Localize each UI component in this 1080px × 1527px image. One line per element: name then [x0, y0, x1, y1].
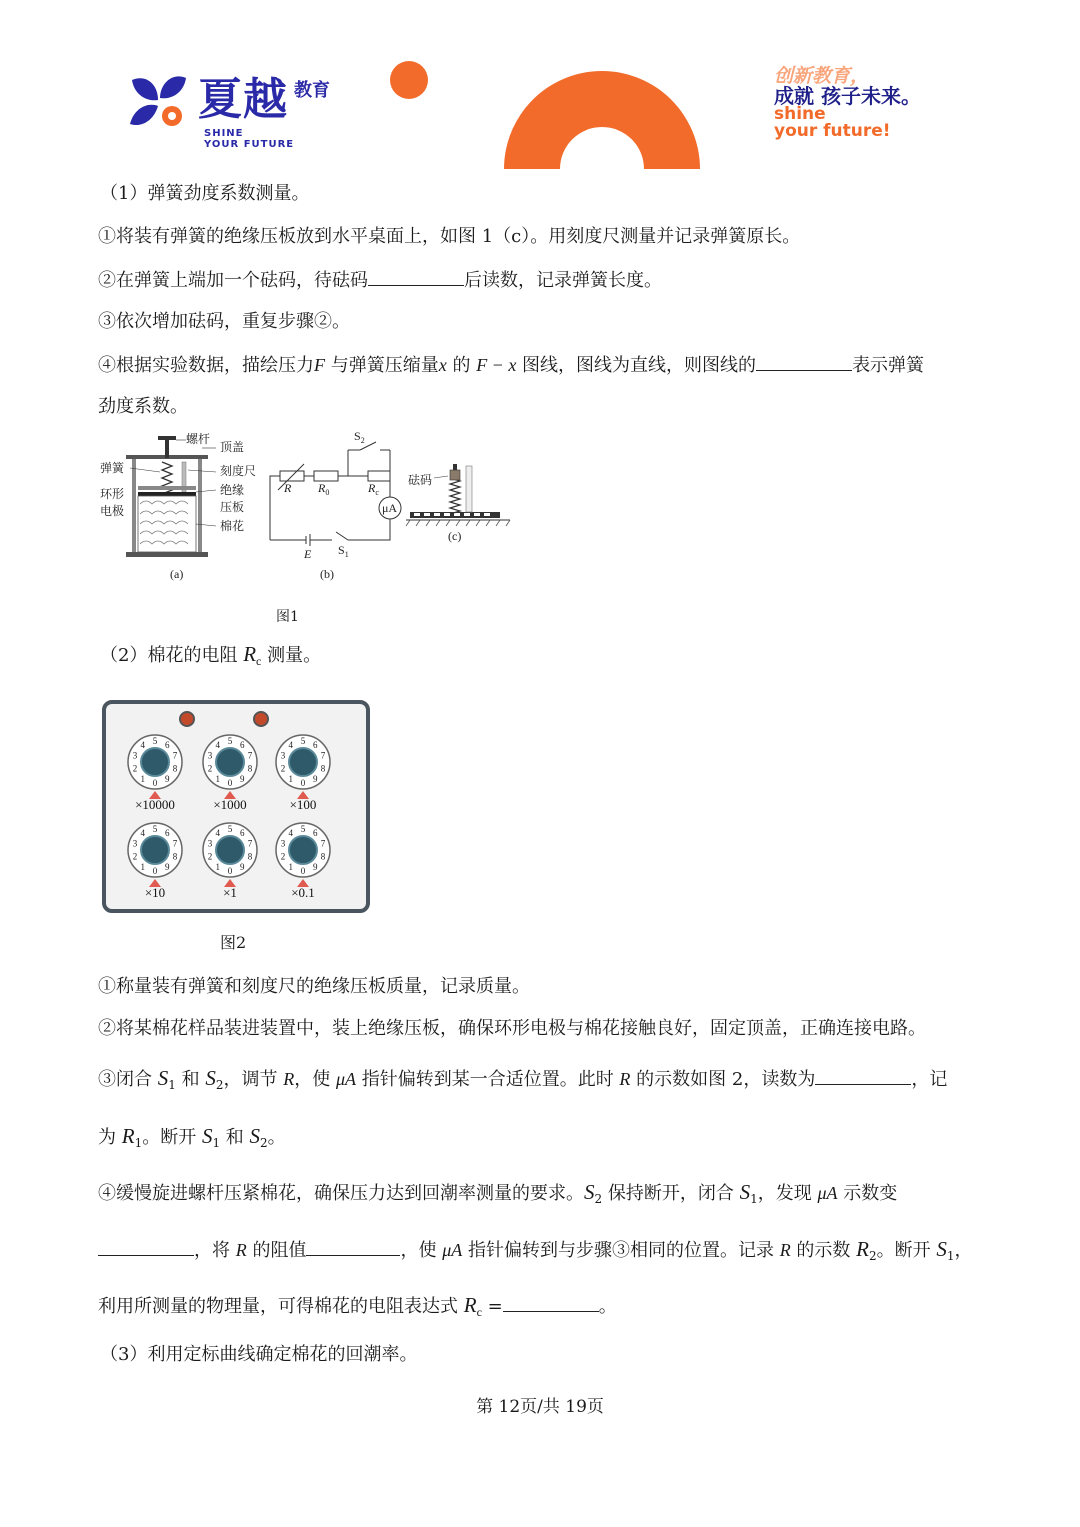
- dial-digit: 3: [207, 750, 213, 761]
- brand-en: SHINE YOUR FUTURE: [204, 128, 295, 150]
- terminal-knob-icon: [252, 710, 270, 728]
- dial-digit: 3: [132, 750, 138, 761]
- dial-digit: 0: [300, 778, 306, 788]
- dial-multiplier-label: ×100: [289, 797, 317, 812]
- svg-text:棉花: 棉花: [220, 519, 245, 533]
- dial-digit: 1: [288, 774, 293, 784]
- section1-step4-cont: 劲度系数。: [98, 396, 188, 417]
- dial-digit: 9: [165, 774, 170, 784]
- svg-text:绝缘: 绝缘: [220, 483, 245, 497]
- section3-title: （3）利用定标曲线确定棉花的回潮率。: [100, 1344, 418, 1365]
- answer-blank[interactable]: [98, 1237, 194, 1256]
- section2-step1: ①称量装有弹簧和刻度尺的绝缘压板质量，记录质量。: [98, 976, 530, 997]
- brand-name: 夏越: [198, 74, 288, 125]
- dial-multiplier-label: ×0.1: [291, 885, 315, 900]
- dial-knob: [289, 748, 317, 776]
- dial-digit: 2: [280, 763, 286, 774]
- section1-step2: ②在弹簧上端加一个砝码，待砝码 后读数，记录弹簧长度。: [98, 267, 662, 293]
- dial-face-icon: [200, 732, 260, 792]
- figure1a-apparatus: [100, 431, 256, 581]
- svg-text:环形: 环形: [100, 487, 125, 501]
- dial-digit: 1: [215, 774, 220, 784]
- section1-title: （1）弹簧劲度系数测量。: [100, 183, 310, 204]
- svg-text:μA: μA: [382, 501, 398, 515]
- dial-digit: 4: [140, 740, 145, 750]
- dial-digit: 5: [152, 824, 158, 834]
- dial-digit: 1: [215, 862, 220, 872]
- dial-digit: 6: [240, 740, 245, 750]
- svg-text:弹簧: 弹簧: [100, 461, 125, 475]
- dial-digit: 1: [140, 774, 145, 784]
- dial-digit: 5: [300, 736, 306, 746]
- resistance-dial[interactable]: [200, 732, 260, 792]
- dial-digit: 7: [247, 838, 253, 849]
- svg-text:S2: $S_2$: [354, 429, 365, 445]
- slogan: 创新教育， 成就 孩子未来。 shine your future!: [774, 65, 921, 141]
- dial-digit: 6: [313, 740, 318, 750]
- dial-digit: 9: [240, 862, 245, 872]
- dial-face-icon: [125, 732, 185, 792]
- dial-digit: 2: [132, 851, 138, 862]
- dial-knob: [289, 836, 317, 864]
- dial-digit: 7: [320, 838, 326, 849]
- dial-digit: 0: [227, 778, 233, 788]
- dial-digit: 0: [152, 778, 158, 788]
- svg-text:压板: 压板: [220, 500, 245, 514]
- dial-knob: [141, 836, 169, 864]
- dial-digit: 6: [165, 740, 170, 750]
- svg-text:S1: $S_1$: [338, 543, 349, 559]
- dial-digit: 0: [300, 866, 306, 876]
- dial-digit: 1: [288, 862, 293, 872]
- svg-text:R0: $R_0$: [318, 481, 330, 497]
- dial-digit: 4: [288, 740, 293, 750]
- header: [0, 0, 1080, 180]
- dial-digit: 7: [172, 750, 178, 761]
- dial-digit: 7: [247, 750, 253, 761]
- dial-digit: 3: [280, 838, 286, 849]
- figure1c-setup: [406, 464, 510, 543]
- dial-digit: 3: [207, 838, 213, 849]
- dial-digit: 0: [152, 866, 158, 876]
- resistance-dial[interactable]: [125, 732, 185, 792]
- dial-digit: 9: [165, 862, 170, 872]
- terminal-knob-icon: [178, 710, 196, 728]
- figure2-caption: 图2: [220, 933, 247, 952]
- section2-step4-formula: 利用所测量的物理量，可得棉花的电阻表达式 $R_c$ = 。: [98, 1293, 617, 1319]
- dial-digit: 3: [132, 838, 138, 849]
- dial-knob: [141, 748, 169, 776]
- dial-knob: [216, 748, 244, 776]
- svg-text:(a): (a): [170, 567, 184, 581]
- answer-blank[interactable]: [756, 352, 852, 371]
- decorative-sun-graphic: [380, 56, 710, 172]
- dial-digit: 9: [313, 862, 318, 872]
- dial-digit: 3: [280, 750, 286, 761]
- dial-digit: 2: [280, 851, 286, 862]
- svg-text:砝码: 砝码: [408, 473, 433, 487]
- answer-blank[interactable]: [503, 1293, 599, 1312]
- dial-face-icon: [125, 820, 185, 880]
- resistance-dial[interactable]: [125, 820, 185, 880]
- dial-digit: 9: [313, 774, 318, 784]
- dial-digit: 5: [227, 736, 233, 746]
- dial-digit: 7: [172, 838, 178, 849]
- dial-digit: 8: [320, 851, 326, 862]
- resistance-dial[interactable]: [273, 820, 333, 880]
- dial-digit: 4: [140, 828, 145, 838]
- dial-digit: 8: [247, 851, 253, 862]
- brand-logo-icon: [128, 74, 190, 132]
- svg-text:(b): (b): [320, 567, 334, 581]
- dial-face-icon: [273, 732, 333, 792]
- brand-suffix: 教育: [294, 80, 330, 101]
- svg-text:E: E: [304, 547, 312, 561]
- section1-step3: ③依次增加砝码，重复步骤②。: [98, 311, 350, 332]
- section2-step4-cont: ，将 R 的阻值 ，使 μA 指针偏转到与步骤③相同的位置。记录 R 的示数 $R_2$。断开 $S_1$，: [98, 1237, 972, 1268]
- dial-digit: 8: [172, 763, 178, 774]
- dial-digit: 8: [172, 851, 178, 862]
- resistance-dial[interactable]: [200, 820, 260, 880]
- svg-text:螺杆: 螺杆: [186, 432, 211, 446]
- page-number: 第 12页/共 19页: [476, 1397, 604, 1417]
- dial-face-icon: [273, 820, 333, 880]
- svg-text:刻度尺: 刻度尺: [220, 464, 257, 478]
- svg-text:R: R: [284, 481, 292, 495]
- svg-text:顶盖: 顶盖: [220, 440, 245, 454]
- answer-blank[interactable]: [306, 1237, 400, 1256]
- answer-blank[interactable]: [368, 267, 464, 286]
- dial-digit: 1: [140, 862, 145, 872]
- section2-step4: ④缓慢旋进螺杆压紧棉花，确保压力达到回潮率测量的要求。$S_2$ 保持断开，闭合 $S_1$，发现 μA 示数变: [98, 1180, 898, 1206]
- dial-multiplier-label: ×1: [223, 885, 237, 900]
- section2-step3: ③闭合 $S_1$ 和 $S_2$，调节 R，使 μA 指针偏转到某一合适位置。此时 R 的示数如图 2，读数为 ，记: [98, 1066, 948, 1092]
- dial-digit: 4: [288, 828, 293, 838]
- dial-face-icon: [200, 820, 260, 880]
- dial-digit: 5: [300, 824, 306, 834]
- dial-digit: 4: [215, 740, 220, 750]
- dial-digit: 6: [240, 828, 245, 838]
- dial-multiplier-label: ×10000: [135, 797, 175, 812]
- answer-blank[interactable]: [815, 1066, 911, 1085]
- figure1-diagram: [98, 428, 518, 588]
- dial-digit: 0: [227, 866, 233, 876]
- dial-digit: 8: [320, 763, 326, 774]
- section2-step3-cont: 为 $R_1$。断开 $S_1$ 和 $S_2$。: [98, 1124, 286, 1150]
- dial-knob: [216, 836, 244, 864]
- resistance-dial[interactable]: [273, 732, 333, 792]
- dial-digit: 2: [132, 763, 138, 774]
- dial-multiplier-label: ×1000: [213, 797, 247, 812]
- dial-digit: 2: [207, 851, 213, 862]
- dial-digit: 2: [207, 763, 213, 774]
- dial-digit: 4: [215, 828, 220, 838]
- section2-step2: ②将某棉花样品装进装置中，装上绝缘压板，确保环形电极与棉花接触良好，固定顶盖，正确连接电路。: [98, 1018, 926, 1039]
- dial-digit: 5: [152, 736, 158, 746]
- dial-digit: 6: [165, 828, 170, 838]
- section2-title: （2）棉花的电阻 $R_c$ 测量。: [100, 642, 322, 668]
- svg-text:(c): (c): [448, 529, 462, 543]
- dial-digit: 9: [240, 774, 245, 784]
- dial-digit: 5: [227, 824, 233, 834]
- figure1-caption: 图1: [276, 609, 299, 625]
- dial-digit: 6: [313, 828, 318, 838]
- svg-text:电极: 电极: [100, 504, 125, 518]
- svg-text:Rc: $R_c$: [368, 481, 379, 497]
- section1-step1: ①将装有弹簧的绝缘压板放到水平桌面上，如图 1（c）。用刻度尺测量并记录弹簧原长。: [98, 226, 801, 247]
- dial-digit: 8: [247, 763, 253, 774]
- dial-multiplier-label: ×10: [144, 885, 166, 900]
- dial-digit: 7: [320, 750, 326, 761]
- section1-step4: ④根据实验数据，描绘压力F 与弹簧压缩量x 的 F − x 图线，图线为直线，则图线的 表示弹簧: [98, 352, 924, 378]
